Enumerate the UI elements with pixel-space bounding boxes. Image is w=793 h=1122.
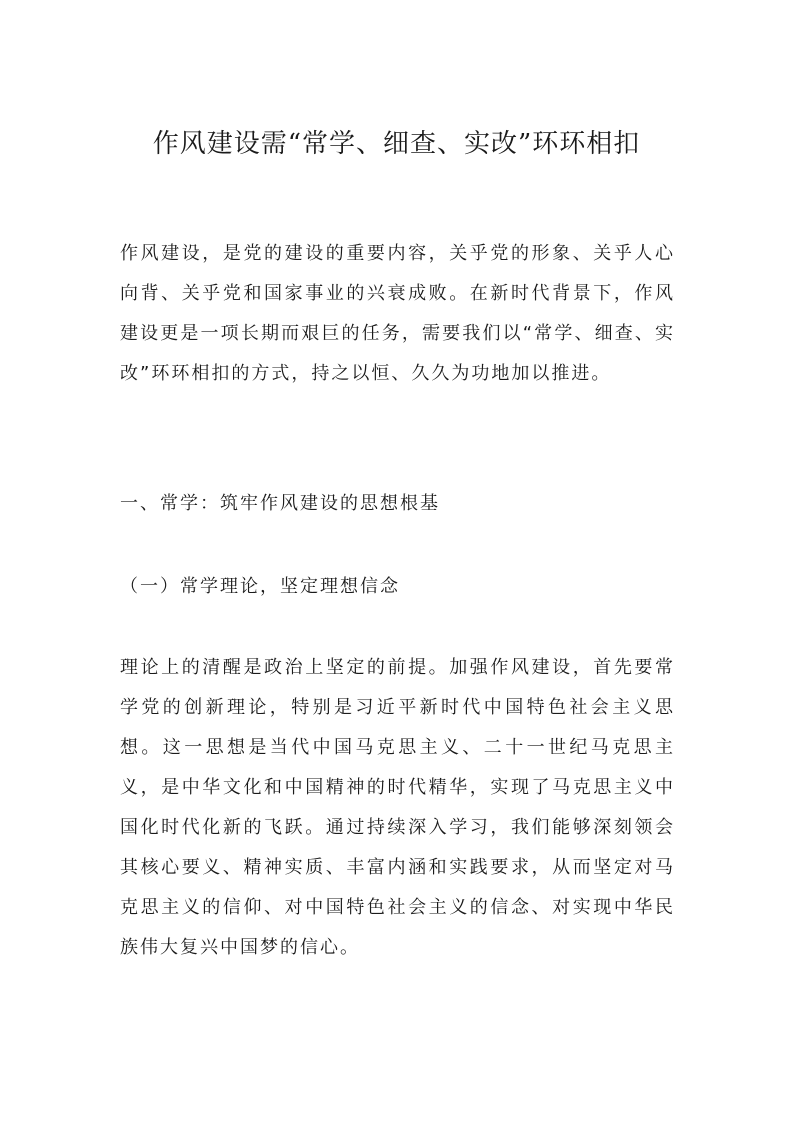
section-heading: 一、常学：筑牢作风建设的思想根基 — [120, 493, 440, 514]
document-title: 作风建设需“常学、细查、实改”环环相扣 — [152, 129, 641, 159]
body-paragraph: 理论上的清醒是政治上坚定的前提。加强作风建设，首先要常学党的创新理论，特别是习近平新时代中国特色社会主义思想。这一思想是当代中国马克思主义、二十一世纪马克思主义，是中华文化和中国精神的时代精华，实现了马克思主义中国化时代化新的飞跃。通过持续深入学习，我们能够深刻领会其核心要义、精神实质、丰富内涵和实践要求，从而坚定对马克思主义的信仰、对中国特色社会主义的信念、对实现中华民族伟大复兴中国梦的信心。 — [120, 657, 675, 958]
intro-paragraph: 作风建设，是党的建设的重要内容，关乎党的形象、关乎人心向背、关乎党和国家事业的兴衰成败。在新时代背景下，作风建设更是一项长期而艰巨的任务，需要我们以“常学、细查、实改”环环相扣的方式，持之以恒、久久为功地加以推进。 — [120, 243, 675, 384]
subsection-heading: （一）常学理论，坚定理想信念 — [120, 576, 400, 597]
